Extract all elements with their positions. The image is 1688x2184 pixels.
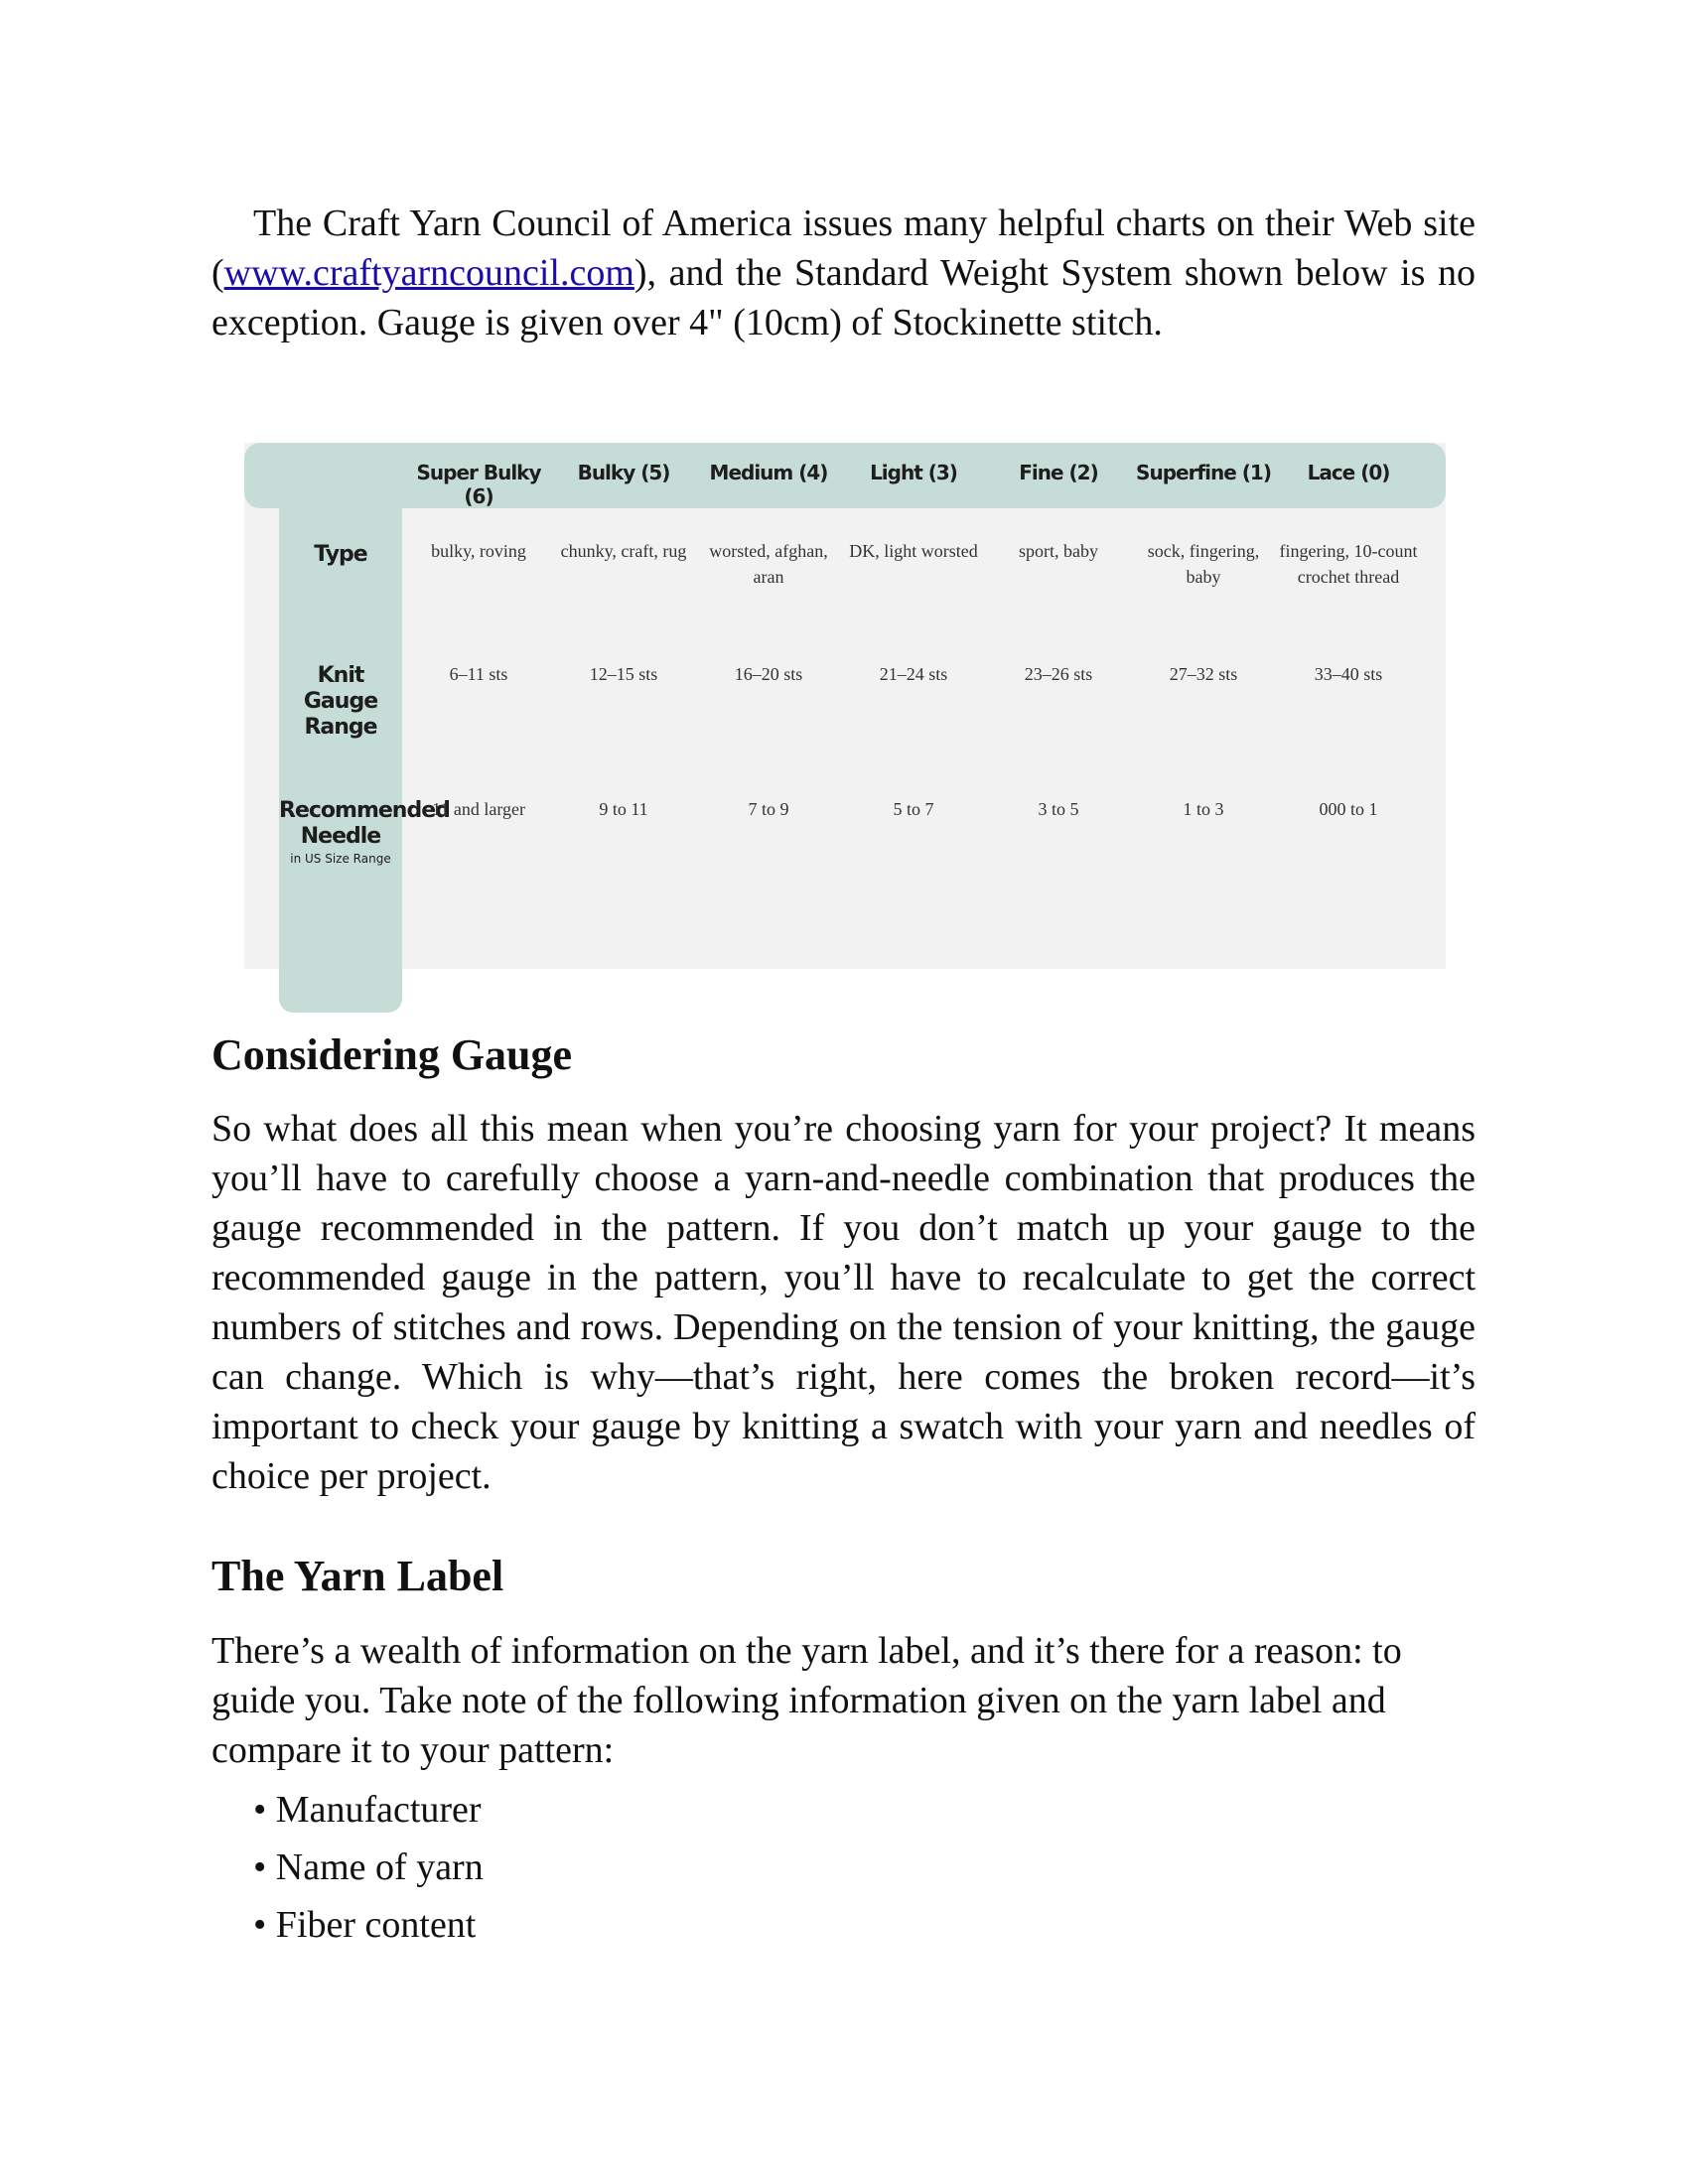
col-header: Medium (4) <box>709 461 828 484</box>
yarn-label-list <box>253 1781 484 1954</box>
yarn-label-paragraph: There’s a wealth of information on the yarn label, and it’s there for a reason: to guide you. Take note of the following information given on the yarn label and compare it to your pattern: <box>211 1630 1402 1771</box>
intro-text-end: ), and the Standard Weight System shown below is no exception. Gauge is given over 4" (10cm) of Stockinette stitch. <box>211 252 1476 343</box>
table-cell: 7 to 9 <box>748 799 789 819</box>
table-cell: 21–24 sts <box>879 664 948 684</box>
intro-paragraph <box>211 199 1476 347</box>
yarn-weight-table <box>244 443 1446 969</box>
table-side-band <box>279 508 402 1013</box>
section-heading-yarn-label: The Yarn Label <box>211 1552 504 1600</box>
row-label: Knit Gauge Range <box>303 663 378 740</box>
craftyarncouncil-link[interactable]: www.craftyarncouncil.com <box>223 252 634 294</box>
col-header: Superfine (1) <box>1136 461 1271 484</box>
table-cell: 9 to 11 <box>599 799 648 819</box>
table-cell: 11 and larger <box>432 799 525 819</box>
row-header-needle <box>279 798 450 868</box>
row-header-gauge <box>279 663 402 741</box>
list-item: • Manufacturer <box>253 1789 482 1831</box>
table-cell: worsted, afghan, aran <box>709 541 828 587</box>
table-cell: 3 to 5 <box>1038 799 1079 819</box>
table-cell: 1 to 3 <box>1183 799 1224 819</box>
table-cell: 12–15 sts <box>589 664 658 684</box>
table-cell: 23–26 sts <box>1024 664 1093 684</box>
table-cell: sport, baby <box>1019 541 1098 561</box>
col-header: Fine (2) <box>1019 461 1098 484</box>
col-header: Lace (0) <box>1307 461 1390 484</box>
intro-text-start: The Craft Yarn Council of America issues many helpful charts on their Web site ( <box>211 203 1476 294</box>
row-label: Type <box>314 542 367 567</box>
table-cell: fingering, 10-count crochet thread <box>1279 541 1418 587</box>
col-header: Light (3) <box>870 461 957 484</box>
col-header: Bulky (5) <box>577 461 670 484</box>
table-cell: bulky, roving <box>431 541 526 561</box>
table-cell: 33–40 sts <box>1314 664 1383 684</box>
col-header: Super Bulky (6) <box>416 461 541 508</box>
row-label: Recommended Needle <box>279 798 450 849</box>
table-cell: 5 to 7 <box>893 799 934 819</box>
list-item: • Name of yarn <box>253 1846 484 1888</box>
row-header-type <box>279 542 402 568</box>
table-cell: 000 to 1 <box>1319 799 1378 819</box>
gauge-paragraph: So what does all this mean when you’re choosing yarn for your project? It means you’ll have to carefully choose a yarn-and-needle combination that produces the gauge recommended in the pattern. If you don’t match up your gauge to the recommended gauge in the pattern, you’ll have to recalculate to get the correct numbers of stitches and rows. Depending on the tension of your knitting, the gauge can change. Which is why—that’s right, here comes the broken record—it’s important to check your gauge by knitting a swatch with your yarn and needles of choice per project. <box>211 1108 1476 1497</box>
table-cell: 6–11 sts <box>449 664 508 684</box>
table-cell: chunky, craft, rug <box>560 541 687 561</box>
table-cell: 16–20 sts <box>734 664 803 684</box>
list-item: • Fiber content <box>253 1904 477 1946</box>
row-sublabel: in US Size Range <box>290 852 391 866</box>
section-heading-considering-gauge: Considering Gauge <box>211 1030 573 1079</box>
table-cell: DK, light worsted <box>849 541 978 561</box>
table-cell: sock, fingering, baby <box>1147 541 1260 587</box>
table-cell: 27–32 sts <box>1169 664 1238 684</box>
